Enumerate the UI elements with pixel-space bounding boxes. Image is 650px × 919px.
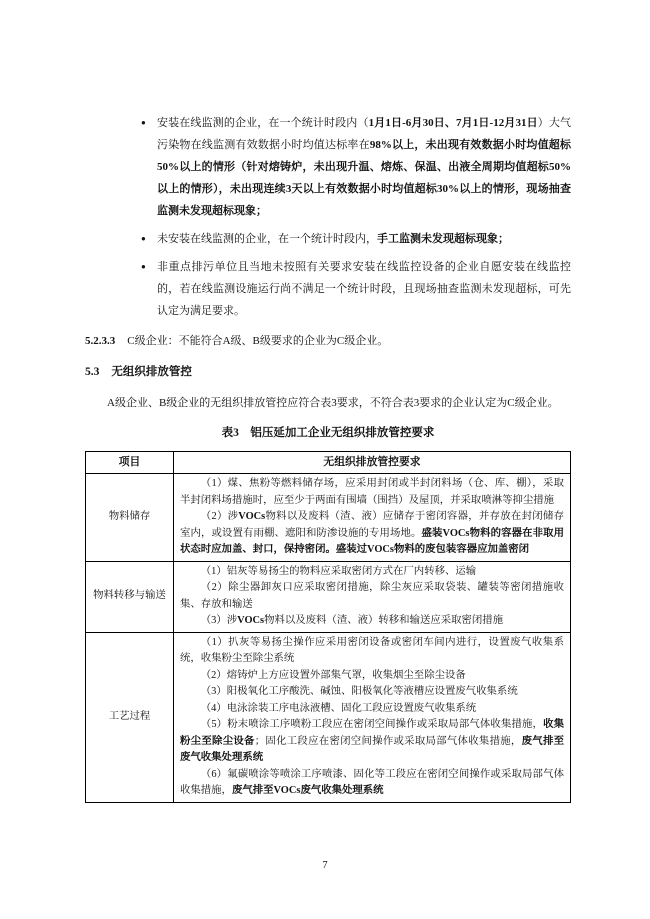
unorganized-emission-table bbox=[85, 451, 571, 803]
clause-5-2-3-3 bbox=[85, 330, 571, 352]
requirement-paragraph: （3）阳极氧化工序酸洗、碱蚀、阳极氧化等液槽应设置废气收集系统 bbox=[200, 686, 518, 697]
requirement-paragraph: （2）熔铸炉上方应设置外部集气罩，收集烟尘至除尘设备 bbox=[200, 669, 466, 681]
row-label: 工艺过程 bbox=[86, 632, 174, 802]
table-header-row bbox=[86, 452, 571, 474]
requirement-paragraph: （1）扒灰等易扬尘操作应采用密闭设备或密闭车间内进行，设置废气收集系统，收集粉尘至除尘系统 bbox=[180, 636, 564, 664]
row-label: 物料转移与输送 bbox=[86, 561, 174, 632]
section-heading-5-3 bbox=[85, 361, 571, 383]
bullet-item-voluntary-monitoring bbox=[141, 256, 571, 322]
compliance-bullet-list bbox=[85, 112, 571, 322]
table-header-item: 项目 bbox=[86, 452, 174, 474]
clause-number: 5.2.3.3 bbox=[85, 335, 116, 347]
table-caption: 表3 铝压延加工企业无组织排放管控要求 bbox=[221, 427, 435, 439]
requirement-paragraph: （2）除尘器卸灰口应采取密闭措施，除尘灰应采取袋装、罐装等密闭措施收集、存放和输送 bbox=[180, 582, 564, 610]
requirement-paragraph: （1）铝灰等易扬尘的物料应采取密闭方式在厂内转移、运输 bbox=[200, 565, 477, 577]
table-header-requirements: 无组织排放管控要求 bbox=[174, 452, 571, 474]
requirement-paragraph: （2）涉VOCs物料以及废料（渣、液）应储存于密闭容器，并存放在封闭储存室内，或设置有雨棚、遮阳和防渗设施的专用场地。盛装VOCs物料的容器在非取用状态时应加盖、封口，保持密闭。盛装过VOCs物料的废包装容器应加盖密闭 bbox=[180, 511, 565, 555]
bullet-item-online-monitoring bbox=[141, 112, 571, 222]
requirement-paragraph: （4）电泳涂装工序电泳液槽、固化工段应设置废气收集系统 bbox=[200, 702, 477, 714]
bullet-icon: ● bbox=[141, 118, 146, 127]
bullet-text: 安装在线监测的企业，在一个统计时段内（1月1日-6月30日、7月1日-12月31日）大气污染物在线监测有效数据小时均值达标率在98%以上，未出现有效数据小时均值超标50%以上的情形（针对熔铸炉，未出现升温、熔炼、保温、出液全周期均值超标50%以上的情形），未出现连续3天以上有效数据小时均值超标30%以上的情形，现场抽查监测未发现超标现象； bbox=[157, 117, 572, 217]
table-row-material-storage bbox=[86, 474, 571, 562]
row-requirements bbox=[174, 474, 571, 562]
row-label: 物料储存 bbox=[86, 474, 174, 562]
clause-text: C级企业：不能符合A级、B级要求的企业为C级企业。 bbox=[127, 335, 389, 347]
row-requirements bbox=[174, 561, 571, 632]
section-number: 5.3 bbox=[85, 366, 100, 378]
page-number: 7 bbox=[322, 860, 328, 871]
requirement-paragraph: （1）煤、焦粉等燃料储存场，应采用封闭或半封闭料场（仓、库、棚），采取半封闭料场措施时，应至少于两面有围墙（围挡）及屋顶，并采取喷淋等抑尘措施 bbox=[180, 478, 564, 506]
bullet-icon: ● bbox=[141, 234, 146, 243]
bullet-text: 未安装在线监测的企业，在一个统计时段内，手工监测未发现超标现象； bbox=[157, 233, 509, 245]
section-title: 无组织排放管控 bbox=[111, 366, 192, 378]
page-content bbox=[85, 112, 571, 803]
row-requirements bbox=[174, 632, 571, 802]
table-row-process bbox=[86, 632, 571, 802]
bullet-text: 非重点排污单位且当地未按照有关要求安装在线监控设备的企业自愿安装在线监控的，若在线监测设施运行尚不满足一个统计时段，且现场抽查监测未发现超标，可先认定为满足要求。 bbox=[157, 261, 571, 317]
bullet-item-no-online-monitoring bbox=[141, 228, 571, 250]
requirement-paragraph: （3）涉VOCs物料以及废料（渣、液）转移和输送应采取密闭措施 bbox=[200, 615, 504, 626]
intro-paragraph: A级企业、B级企业的无组织排放管控应符合表3要求，不符合表3要求的企业认定为C级企业。 bbox=[107, 397, 559, 409]
table-row-material-transfer bbox=[86, 561, 571, 632]
bullet-icon: ● bbox=[141, 262, 146, 271]
requirement-paragraph: （6）氟碳喷涂等喷涂工序喷漆、固化等工段应在密闭空间操作或采取局部气体收集措施，废气排至VOCs废气收集处理系统 bbox=[180, 768, 564, 796]
requirement-paragraph: （5）粉末喷涂工序喷粉工段应在密闭空间操作或采取局部气体收集措施，收集粉尘至除尘设备；固化工段应在密闭空间操作或采取局部气体收集措施，废气排至废气收集处理系统 bbox=[180, 719, 565, 763]
